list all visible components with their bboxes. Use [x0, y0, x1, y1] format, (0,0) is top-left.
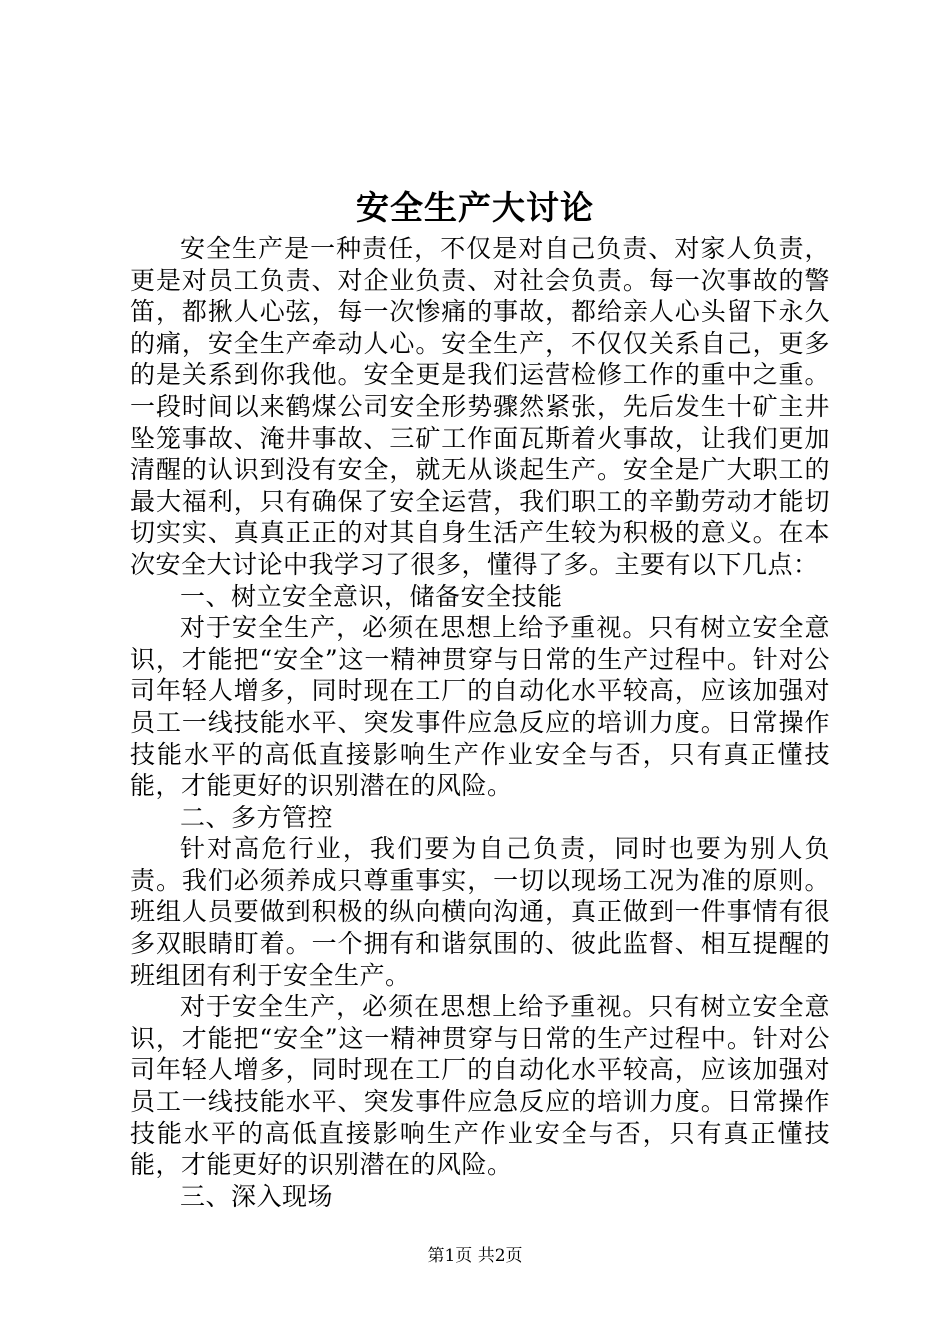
document-title: 安全生产大讨论: [356, 188, 594, 227]
section-heading-2: 二、多方管控: [180, 802, 334, 832]
section-heading-3: 三、深入现场: [180, 1181, 334, 1211]
intro-paragraph: 安全生产是一种责任，不仅是对自己负责、对家人负责，更是对员工负责、对企业负责、对社会负责。每一次事故的警笛，都揪人心弦，每一次惨痛的事故，都给亲人心头留下永久的痛，安全生产牵动人心。安全生产，不仅仅关系自己，更多的是关系到你我他。安全更是我们运营检修工作的重中之重。一段时间以来鹤煤公司安全形势骤然紧张，先后发生十矿主井坠笼事故、淹井事故、三矿工作面瓦斯着火事故，让我们更加清醒的认识到没有安全，就无从谈起生产。安全是广大职工的最大福利，只有确保了安全运营，我们职工的辛勤劳动才能切切实实、真真正正的对其自身生活产生较为积极的意义。在本次安全大讨论中我学习了很多，懂得了多。主要有以下几点：: [130, 234, 830, 579]
section-2-paragraph-1: 针对高危行业，我们要为自己负责，同时也要为别人负责。我们必须养成只尊重事实，一切以现场工况为准的原则。班组人员要做到积极的纵向横向沟通，真正做到一件事情有很多双眼睛盯着。一个拥有和谐氛围的、彼此监督、相互提醒的班组团有利于安全生产。: [130, 834, 830, 990]
section-1-paragraph: 对于安全生产，必须在思想上给予重视。只有树立安全意识，才能把“安全”这一精神贯穿与日常的生产过程中。针对公司年轻人增多，同时现在工厂的自动化水平较高，应该加强对员工一线技能水平、突发事件应急反应的培训力度。日常操作技能水平的高低直接影响生产作业安全与否，只有真正懂技能，才能更好的识别潜在的风险。: [130, 613, 830, 801]
page-number-footer: 第1页 共2页: [427, 1246, 523, 1266]
document-body: [130, 233, 830, 1212]
section-heading-1: 一、树立安全意识，储备安全技能: [180, 581, 563, 611]
section-2-paragraph-2: 对于安全生产，必须在思想上给予重视。只有树立安全意识，才能把“安全”这一精神贯穿与日常的生产过程中。针对公司年轻人增多，同时现在工厂的自动化水平较高，应该加强对员工一线技能水平、突发事件应急反应的培训力度。日常操作技能水平的高低直接影响生产作业安全与否，只有真正懂技能，才能更好的识别潜在的风险。: [130, 992, 830, 1180]
